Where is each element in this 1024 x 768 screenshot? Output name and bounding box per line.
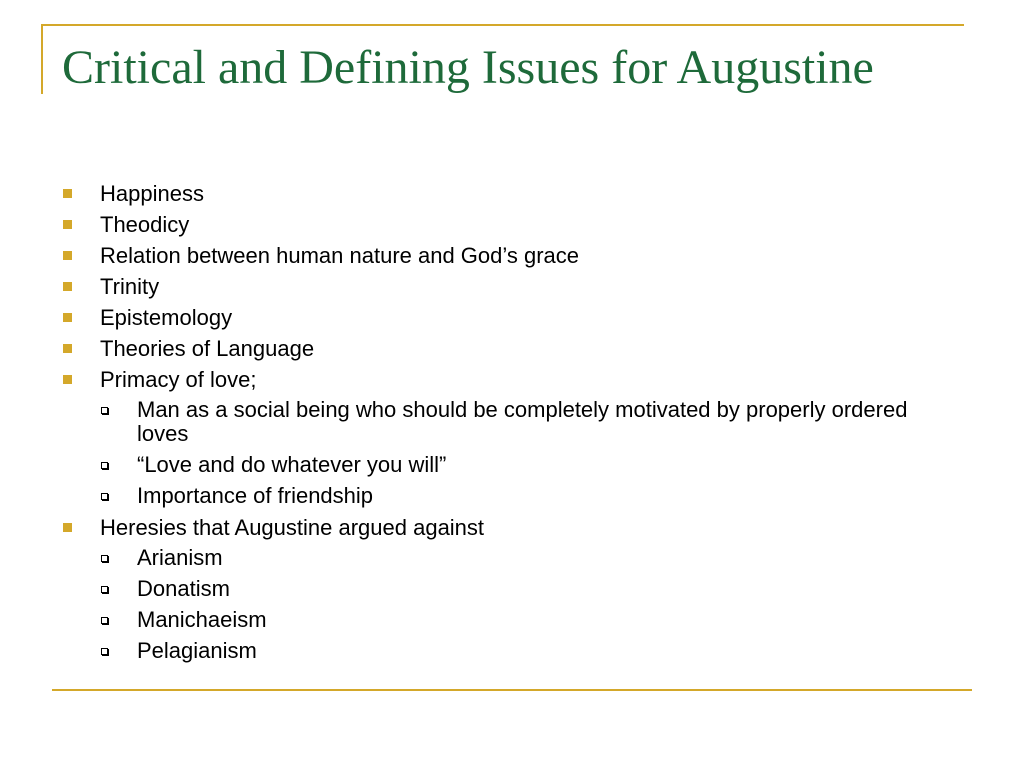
square-bullet-icon [63, 313, 72, 322]
square-bullet-icon [63, 251, 72, 260]
bullet-text: Primacy of love; [100, 367, 257, 392]
bullet-text: Relation between human nature and God’s grace [100, 243, 580, 268]
sub-bullet-text: “Love and do whatever you will” [137, 452, 447, 477]
sub-bullet-text: Donatism [137, 576, 230, 601]
square-bullet-icon [63, 344, 72, 353]
hollow-square-bullet-icon [101, 586, 108, 593]
sub-bullet-text: Manichaeism [137, 607, 267, 632]
sub-bullet-text: Man as a social being who should be completely motivated by properly ordered loves [137, 397, 908, 446]
square-bullet-icon [63, 375, 72, 384]
bullet-text: Theodicy [100, 212, 190, 237]
bullet-text: Heresies that Augustine argued against [100, 515, 485, 540]
bullet-text: Happiness [100, 181, 204, 206]
square-bullet-icon [63, 523, 72, 532]
bullet-text: Theories of Language [100, 336, 315, 361]
sub-bullet-text: Pelagianism [137, 638, 257, 663]
bullet-text: Trinity [100, 274, 160, 299]
hollow-square-bullet-icon [101, 555, 108, 562]
hollow-square-bullet-icon [101, 407, 108, 414]
top-rule [41, 24, 964, 26]
bullet-text: Epistemology [100, 305, 233, 330]
slide-title: Critical and Defining Issues for Augustine [62, 41, 874, 94]
hollow-square-bullet-icon [101, 648, 108, 655]
hollow-square-bullet-icon [101, 617, 108, 624]
square-bullet-icon [63, 220, 72, 229]
sub-bullet-text: Arianism [137, 545, 223, 570]
left-rule [41, 24, 43, 94]
hollow-square-bullet-icon [101, 493, 108, 500]
sub-bullet-text: Importance of friendship [137, 483, 374, 508]
square-bullet-icon [63, 189, 72, 198]
square-bullet-icon [63, 282, 72, 291]
hollow-square-bullet-icon [101, 462, 108, 469]
bottom-rule [52, 689, 972, 691]
